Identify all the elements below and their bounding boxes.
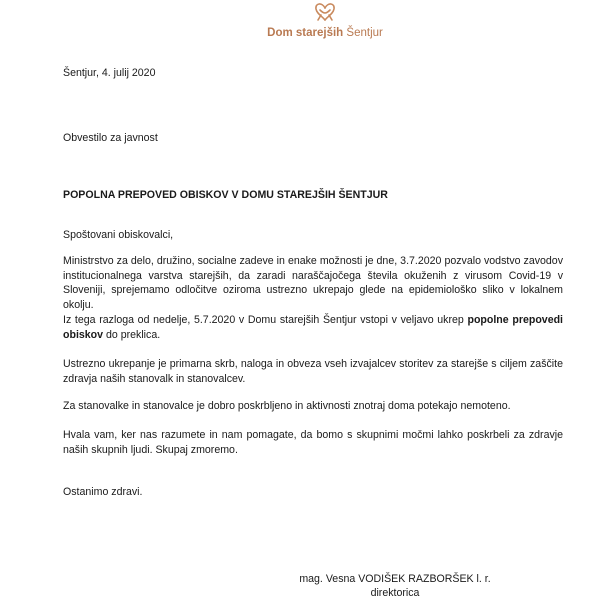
closing-line: Ostanimo zdravi. [63, 486, 143, 498]
date-line: Šentjur, 4. julij 2020 [63, 67, 156, 79]
paragraph-2 [63, 313, 563, 342]
paragraph-2-text-end: do preklica. [103, 328, 161, 341]
greeting: Spoštovani obiskovalci, [63, 229, 174, 241]
heart-hands-icon [312, 0, 338, 24]
letter-heading: POPOLNA PREPOVED OBISKOV V DOMU STAREJŠIH ŠENTJUR [63, 189, 388, 201]
paragraph-4: Za stanovalke in stanovalce je dobro poskrbljeno in aktivnosti znotraj doma potekajo nemoteno. [63, 400, 511, 412]
logo-brand-regular: Šentjur [346, 27, 383, 39]
paragraph-3: Ustrezno ukrepanje je primarna skrb, naloga in obveza vseh izvajalcev storitev za starejše s ciljem zaščite zdravja naših stanovalk in stanovalcev. [63, 358, 563, 385]
logo-text [250, 27, 400, 39]
paragraph-5: Hvala vam, ker nas razumete in nam pomagate, da bomo s skupnimi močmi lahko poskrbeli za zdravje naših skupnih ljudi. Skupaj zmoremo. [63, 429, 563, 456]
signature-role: direktorica [370, 587, 420, 599]
notice-label: Obvestilo za javnost [63, 132, 158, 144]
paragraph-1: Ministrstvo za delo, družino, socialne zadeve in enake možnosti je dne, 3.7.2020 pozvalo vodstvo zavodov institucionalnega varstva starejših, da zaradi naraščajočega števila okuženih z virusom Covid-19 v Sloveniji, sprejemamo odločitve oziroma ustrezno ukrepajo glede na epidemiološko sliko v lokalnem okolju. [63, 255, 563, 311]
logo-brand-bold: Dom starejših [267, 27, 344, 39]
paragraph-2-text-start: Iz tega razloga od nedelje, 5.7.2020 v Domu starejših Šentjur vstopi v veljavo ukrep [63, 314, 468, 326]
signature-name: mag. Vesna VODIŠEK RAZBORŠEK l. r. [299, 573, 491, 585]
logo [250, 0, 400, 44]
paragraph-2-emphasis: popolne prepovedi obiskov [63, 314, 563, 341]
